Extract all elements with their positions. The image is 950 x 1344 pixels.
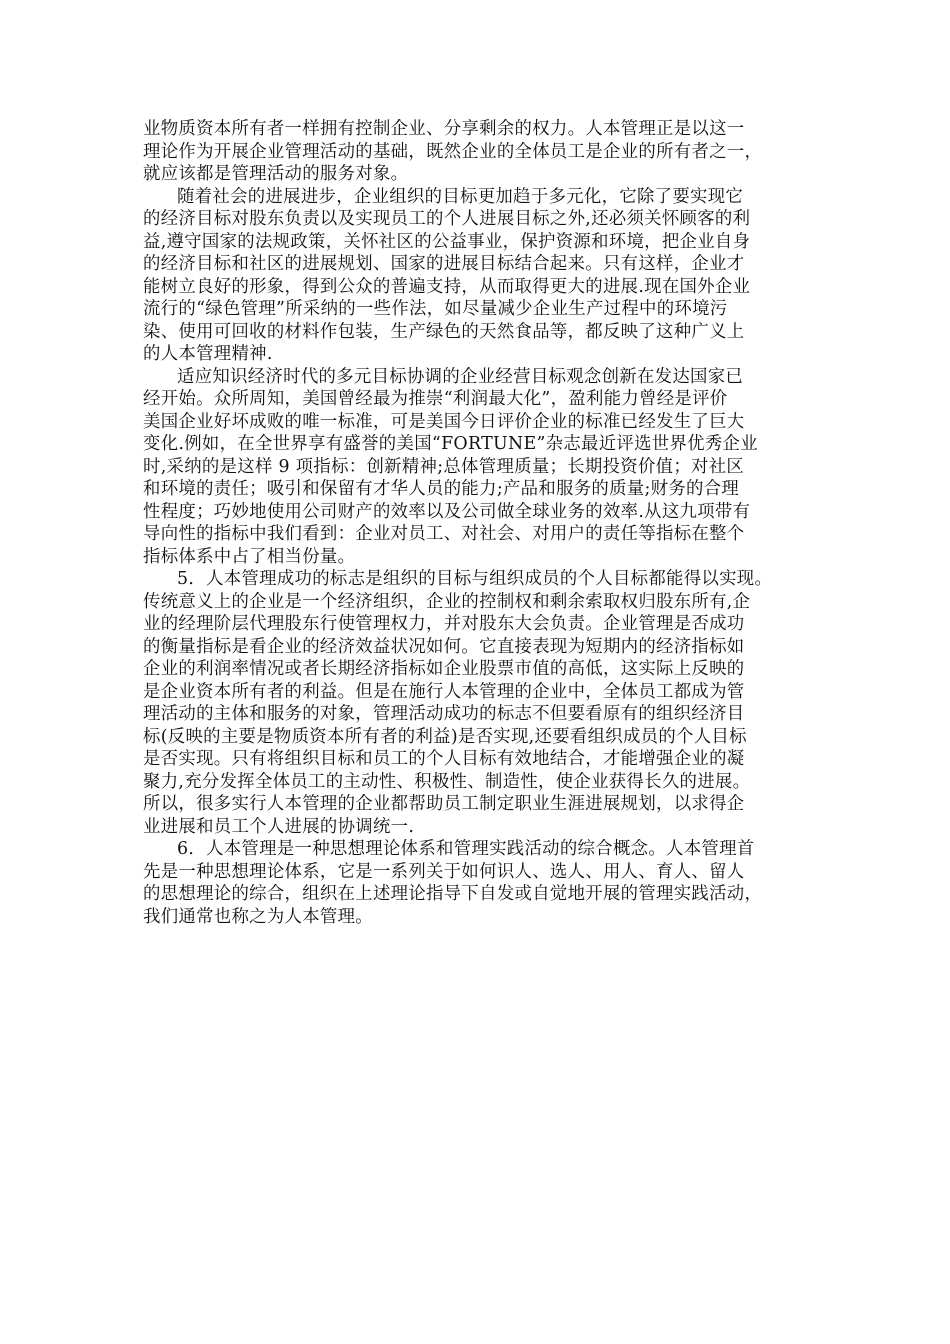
text-line: 理论作为开展企业管理活动的基础，既然企业的全体员工是企业的所有者之一， [143, 141, 763, 162]
text-line: 的思想理论的综合，组织在上述理论指导下自发或自觉地开展的管理实践活动， [143, 884, 763, 904]
text-line: 流行的“绿色管理”所采纳的一些作法，如尽量减少企业生产过程中的环境污 [143, 299, 728, 319]
text-line: 指标体系中占了相当份量。 [143, 546, 356, 567]
text-line: 所以，很多实行人本管理的企业都帮助员工制定职业生涯进展规划，以求得企 [143, 794, 745, 814]
text-line: 适应知识经济时代的多元目标协调的企业经营目标观念创新在发达国家已 [177, 366, 744, 387]
text-line: 经开始。众所周知，美国曾经最为推崇“利润最大化”，盈利能力曾经是评价 [143, 389, 728, 409]
paragraph [143, 118, 821, 186]
text-line: 业的经理阶层代理股东行使管理权力，并对股东大会负责。企业管理是否成功 [143, 614, 745, 634]
text-line: 就应该都是管理活动的服务对象。 [143, 164, 409, 184]
text-line: 聚力,充分发挥全体员工的主动性、积极性、制造性，使企业获得长久的进展。 [143, 771, 751, 792]
text-line: 性程度；巧妙地使用公司财产的效率以及公司做全球业务的效率.从这九项带有 [143, 501, 751, 522]
text-line: 我们通常也称之为人本管理。 [143, 906, 373, 927]
text-line: 先是一种思想理论体系，它是一系列关于如何识人、选人、用人、育人、留人 [143, 861, 745, 882]
paragraph [143, 568, 821, 838]
text-line: 染、使用可回收的材料作包装，生产绿色的天然食品等，都反映了这种广义上 [143, 321, 745, 342]
paragraph [143, 838, 821, 928]
text-line: 能树立良好的形象，得到公众的普遍支持，从而取得更大的进展.现在国外企业 [143, 276, 751, 297]
text-line: 传统意义上的企业是一个经济组织，企业的控制权和剩余索取权归股东所有,企 [143, 591, 751, 612]
text-line: 变化.例如，在全世界享有盛誉的美国“FORTUNE”杂志最近评选世界优秀企业 [143, 434, 758, 454]
text-line: 时,采纳的是这样 9 项指标：创新精神;总体管理质量；长期投资价值；对社区 [143, 456, 745, 477]
text-line: 业进展和员工个人进展的协调统一. [143, 816, 415, 837]
text-line: 的衡量指标是看企业的经济效益状况如何。它直接表现为短期内的经济指标如 [143, 636, 745, 657]
text-line: 的经济目标对股东负责以及实现员工的个人进展目标之外,还必须关怀顾客的利 [143, 209, 751, 229]
text-line: 和环境的责任；吸引和保留有才华人员的能力;产品和服务的质量;财务的合理 [143, 479, 740, 499]
text-line: 理活动的主体和服务的对象，管理活动成功的标志不但要看原有的组织经济目 [143, 704, 745, 724]
text-line: 的经济目标和社区的进展规划、国家的进展目标结合起来。只有这样，企业才 [143, 254, 745, 274]
text-line: 益,遵守国家的法规政策，关怀社区的公益事业，保护资源和环境，把企业自身 [143, 231, 751, 252]
text-line: 是否实现。只有将组织目标和员工的个人目标有效地结合，才能增强企业的凝 [143, 749, 745, 769]
text-line: 标(反映的主要是物质资本所有者的利益)是否实现,还要看组织成员的个人目标 [143, 726, 747, 747]
text-line: 导向性的指标中我们看到：企业对员工、对社会、对用户的责任等指标在整个 [143, 524, 745, 544]
paragraph [143, 366, 821, 569]
text-line: 业物质资本所有者一样拥有控制企业、分享剩余的权力。人本管理正是以这一 [143, 119, 745, 139]
text-line: 是企业资本所有者的利益。但是在施行人本管理的企业中，全体员工都成为管 [143, 681, 745, 702]
paragraph [143, 186, 821, 366]
text-line: 企业的利润率情况或者长期经济指标如企业股票市值的高低，这实际上反映的 [143, 659, 745, 679]
text-line: 5．人本管理成功的标志是组织的目标与组织成员的个人目标都能得以实现。 [177, 569, 773, 589]
document-page [143, 118, 821, 928]
text-line: 的人本管理精神. [143, 344, 273, 364]
text-line: 6．人本管理是一种思想理论体系和管理实践活动的综合概念。人本管理首 [177, 839, 755, 859]
text-line: 随着社会的进展进步，企业组织的目标更加趋于多元化，它除了要实现它 [177, 186, 744, 207]
document-body [143, 118, 821, 928]
text-line: 美国企业好坏成败的唯一标准，可是美国今日评价企业的标准已经发生了巨大 [143, 411, 745, 432]
